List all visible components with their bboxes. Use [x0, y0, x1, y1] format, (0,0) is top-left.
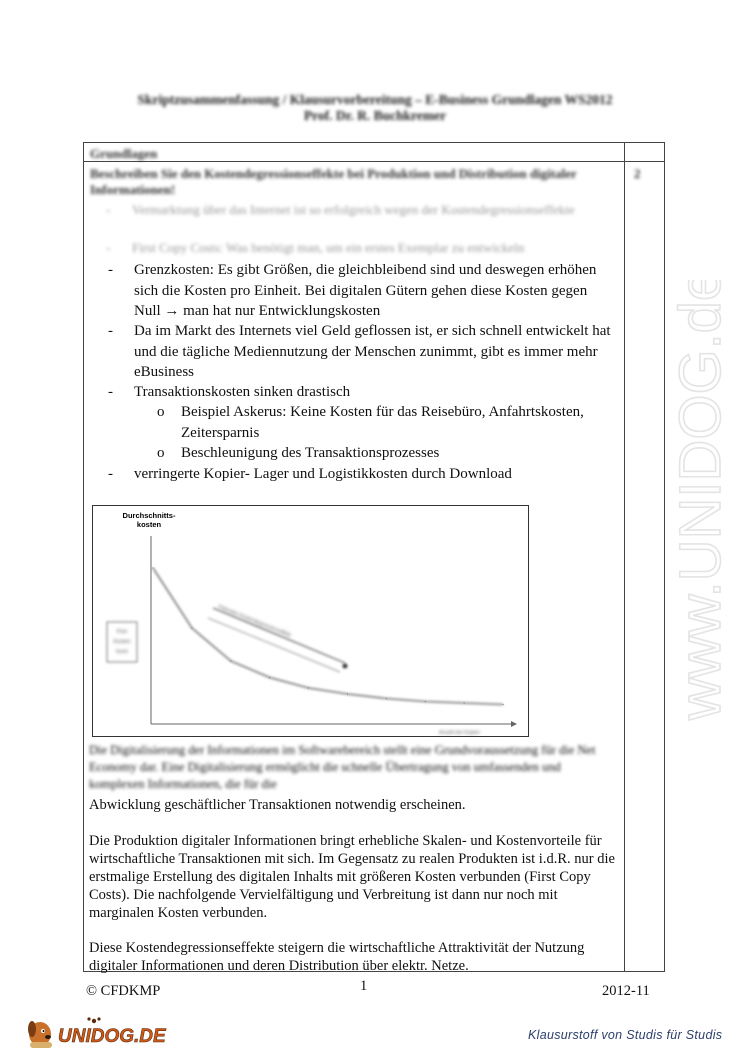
paragraph: Die Produktion digitaler Informationen bringt erhebliche Skalen- und Kostenvorteile für wirtschaftliche Transaktionen mit sich. Im Gegensatz zu realen Produkten ist i.d.R. nur die erstmalige Erstellung des digitalen Inhalts mit größeren Kosten verbunden (First Copy Costs). Die nachfolgende Vervielfältigung und Verbreitung ist dann nur noch mit marginalen Kosten verbunden. — [89, 833, 615, 921]
chart-box-label-line: Fixe — [116, 629, 128, 635]
chart-data-point — [269, 677, 270, 678]
table-row-divider — [84, 161, 664, 162]
watermark-text: www.UNIDOG.de — [668, 280, 733, 720]
chart-box-label-line: Kosten — [113, 639, 131, 645]
section-title: Grundlagen — [90, 146, 158, 161]
paw-icon — [87, 1017, 100, 1023]
chart-y-axis-label — [123, 511, 176, 529]
footer-date: 2012-11 — [602, 983, 650, 999]
document-header — [80, 92, 670, 124]
dog-mascot-icon — [28, 1021, 52, 1048]
chart-y-axis-label-line: kosten — [136, 520, 162, 529]
chart-annotation-arrow — [213, 608, 345, 663]
chart-data-point — [386, 698, 387, 699]
footer-page-number: 1 — [360, 978, 368, 994]
unidog-logo — [22, 1012, 182, 1052]
paragraph-faded: Die Digitalisierung der Informationen im Softwarebereich stellt eine Grundvoraussetzung für die Net Economy dar. Eine Digitalisierung ermöglicht die schnelle Übertragung von umfassenden und komplexen Informationen, die für die — [89, 743, 596, 791]
question-text: Beschreiben Sie den Kostendegressionseffekte bei Produktion und Distribution digitaler Informationen! — [90, 166, 577, 197]
chart-data-point — [230, 660, 231, 661]
chart-data-point — [308, 687, 309, 688]
paragraph: Abwicklung geschäftlicher Transaktionen notwendig erscheinen. — [89, 797, 466, 813]
chart-x-arrow — [511, 721, 517, 727]
paragraph: Diese Kostendegressionseffekte steigern die wirtschaftliche Attraktivität der Nutzung digitaler Informationen und deren Distribution über elektr. Netze. — [89, 940, 585, 974]
chart-y-axis-label-line: Durchschnitts- — [122, 511, 176, 520]
points-value: 2 — [634, 166, 641, 181]
chart-series-line — [153, 568, 503, 705]
footer-copyright: © CFDKMP — [86, 983, 161, 999]
chart-svg — [93, 506, 530, 738]
logo-text: UNIDOG.DE — [58, 1026, 166, 1047]
chart-data-point — [191, 627, 192, 628]
content-table: Grundlagen Beschreiben Sie den Kostendegressionseffekte bei Produktion und Distribution digitaler Informationen! 2 - Vermarktung über das Internet ist so erfolgreich wegen der Kostendegressionseffekte - First Copy Costs: Was benötigt man, um ein erstes Exemplar zu entwickeln - Grenzkosten: Es gibt Größen, die gleichbleibend sind und deswegen erhöhen sich die Kosten pro Einheit. Bei digitalen Gütern gehen diese Kosten gegen Null → man hat nur Entwicklungskosten - Da im Markt des Internets viel Geld geflossen ist, er sich schnell entwickelt hat und die tägliche Mediennutzung der Menschen zunimmt, gibt es immer mehr eBusiness - Transaktionskosten sinken drastisch o Beispiel Askerus: Keine Kosten für das Reisebüro, Anfahrtskosten, Zeitersparnis o Beschleunigung des Transaktionsprozesses - verringerte Kopier- Lager und Logistikkosten durch Download — [83, 142, 665, 972]
chart-data-point — [464, 702, 465, 703]
chart-box-label-line: hoch — [116, 649, 128, 655]
header-title: Skriptzusammenfassung / Klausurvorbereitung – E-Business Grundlagen WS2012 — [137, 92, 613, 107]
chart-data-point — [502, 704, 503, 705]
chart-annotation-point — [343, 664, 348, 669]
chart-annotation: Fixkosten Kostendegressionseffekt — [217, 604, 292, 639]
watermark — [630, 280, 750, 740]
chart-data-point — [425, 701, 426, 702]
cost-chart — [92, 505, 529, 737]
tagline: Klausurstoff von Studis für Studis — [528, 1028, 723, 1042]
chart-data-point — [152, 567, 153, 568]
table-column-divider — [624, 143, 625, 971]
header-author: Prof. Dr. R. Buchkremer — [303, 108, 447, 123]
chart-data-point — [347, 693, 348, 694]
chart-x-axis-label: Anzahl der Kopien — [439, 730, 480, 736]
